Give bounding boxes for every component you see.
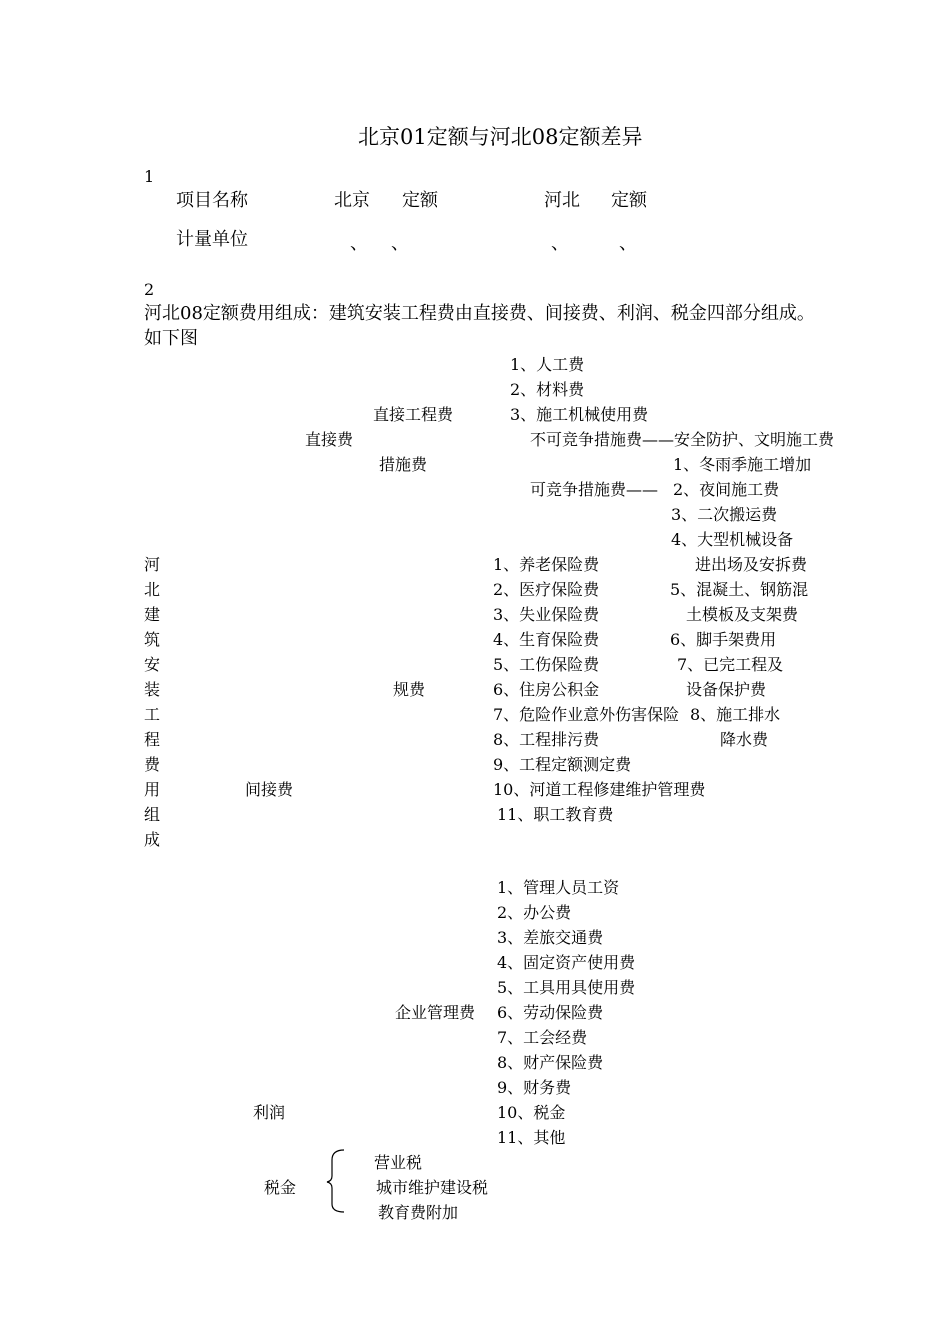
direct-project-fee: 直接工程费: [373, 405, 454, 424]
section1-number: 1: [144, 167, 155, 186]
section2-number: 2: [144, 280, 155, 299]
competitive-item: 设备保护费: [686, 680, 767, 699]
row1-beijing-quota: 定额: [402, 190, 438, 211]
row2-mark: 、: [350, 233, 368, 254]
competitive-item: 7、已完工程及: [677, 655, 784, 674]
management-item: 11、其他: [497, 1128, 566, 1147]
regulatory-item: 8、工程排污费: [493, 730, 600, 749]
section2-intro: 河北08定额费用组成：建筑安装工程费由直接费、间接费、利润、税金四部分组成。: [144, 303, 815, 324]
tax: 税金: [264, 1178, 297, 1197]
page-title: 北京01定额与河北08定额差异: [358, 125, 643, 149]
root-char: 河: [144, 555, 161, 574]
root-char: 工: [144, 705, 161, 724]
root-char: 建: [144, 605, 161, 624]
management-fee: 企业管理费: [395, 1003, 476, 1022]
row1-beijing: 北京: [334, 190, 370, 211]
management-item: 5、工具用具使用费: [497, 978, 636, 997]
measure-fee: 措施费: [379, 455, 428, 474]
root-char: 筑: [144, 630, 161, 649]
row1-hebei-quota: 定额: [611, 190, 647, 211]
tax-item: 教育费附加: [378, 1203, 459, 1222]
management-item: 3、差旅交通费: [497, 928, 604, 947]
root-char: 组: [144, 805, 161, 824]
row2-mark: 、: [551, 233, 569, 254]
regulatory-item: 10、河道工程修建维护管理费: [493, 780, 706, 799]
root-char: 用: [144, 780, 161, 799]
root-char: 程: [144, 730, 161, 749]
competitive-item: 土模板及支架费: [686, 605, 799, 624]
competitive-item: 5、混凝土、钢筋混: [670, 580, 809, 599]
management-item: 10、税金: [497, 1103, 566, 1122]
regulatory-item: 2、医疗保险费: [493, 580, 600, 599]
direct-project-item: 1、人工费: [510, 355, 585, 374]
section2-heading: [144, 280, 154, 300]
row2-mark: 、: [391, 233, 409, 254]
regulatory-fee: 规费: [393, 680, 426, 699]
competitive-measure: 可竞争措施费——: [530, 480, 659, 499]
competitive-item: 1、冬雨季施工增加: [673, 455, 812, 474]
row1-hebei: 河北: [544, 190, 580, 211]
competitive-item: 降水费: [720, 730, 769, 749]
management-item: 6、劳动保险费: [497, 1003, 604, 1022]
competitive-item: 进出场及安拆费: [695, 555, 808, 574]
root-char: 成: [144, 830, 161, 849]
section1-heading: [144, 167, 154, 187]
direct-project-item: 3、施工机械使用费: [510, 405, 649, 424]
row1-label: 项目名称: [176, 190, 248, 211]
root-char: 费: [144, 755, 161, 774]
regulatory-item: 6、住房公积金: [493, 680, 600, 699]
left-brace-icon: [327, 1150, 344, 1212]
non-competitive-measure: 不可竞争措施费——安全防护、文明施工费: [530, 430, 835, 449]
regulatory-item: 3、失业保险费: [493, 605, 600, 624]
regulatory-item: 11、职工教育费: [497, 805, 614, 824]
management-item: 8、财产保险费: [497, 1053, 604, 1072]
tax-item: 营业税: [374, 1153, 423, 1172]
management-item: 7、工会经费: [497, 1028, 588, 1047]
direct-fee: 直接费: [305, 430, 354, 449]
row2-label: 计量单位: [176, 229, 248, 250]
root-char: 安: [144, 655, 161, 674]
regulatory-item: 5、工伤保险费: [493, 655, 600, 674]
root-char: 装: [144, 680, 161, 699]
regulatory-item: 7、危险作业意外伤害保险: [493, 705, 680, 724]
competitive-item: 6、脚手架费用: [670, 630, 777, 649]
management-item: 2、办公费: [497, 903, 572, 922]
competitive-item: 4、大型机械设备: [671, 530, 794, 549]
management-item: 9、财务费: [497, 1078, 572, 1097]
competitive-item: 2、夜间施工费: [673, 480, 780, 499]
regulatory-item: 1、养老保险费: [493, 555, 600, 574]
tax-item: 城市维护建设税: [376, 1178, 489, 1197]
indirect-fee: 间接费: [245, 780, 294, 799]
competitive-item: 3、二次搬运费: [671, 505, 778, 524]
management-item: 4、固定资产使用费: [497, 953, 636, 972]
profit: 利润: [253, 1103, 286, 1122]
competitive-item: 8、施工排水: [690, 705, 781, 724]
root-char: 北: [144, 580, 161, 599]
section2-see-below: 如下图: [144, 328, 198, 349]
regulatory-item: 4、生育保险费: [493, 630, 600, 649]
row2-mark: 、: [619, 233, 637, 254]
management-item: 1、管理人员工资: [497, 878, 620, 897]
regulatory-item: 9、工程定额测定费: [493, 755, 632, 774]
direct-project-item: 2、材料费: [510, 380, 585, 399]
